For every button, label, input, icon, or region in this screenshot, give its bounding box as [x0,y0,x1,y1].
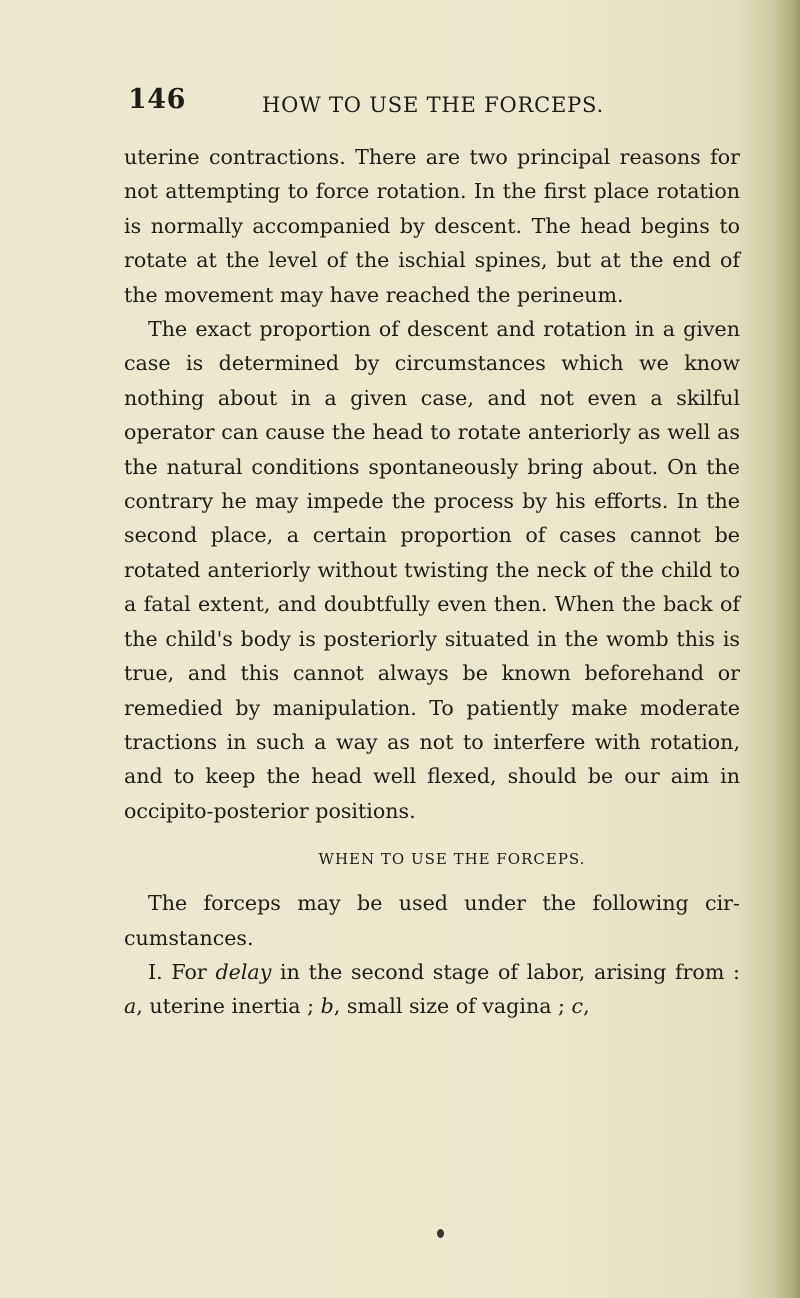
item-text-2: , uterine inertia ; [136,994,321,1019]
ink-spot [437,1229,444,1238]
item-letter-b: b [320,994,334,1019]
page-number: 146 [128,84,186,115]
page-edge-shadow [774,0,800,1298]
item-text-1: in the second stage of labor, arising from : [271,959,740,984]
list-item-1 [124,955,740,1024]
item-letter-c: c [571,994,584,1019]
paragraph-2: The exact proportion of descent and rotation in a given case is determined by circumstances which we know nothing about in a given case, and not even a skilful operator can cause the head to rotate anteriorly as well as the natural conditions spontaneously bring about. On the contrary he may impede the process by his efforts. In the second place, a certain proportion of cases cannot be rotated anteriorly without twisting the neck of the child to a fatal extent, and doubtfully even then. When the back of the child's body is posteriorly situated in the womb this is true, and this cannot always be known beforehand or remedied by manipulation. To patiently make moderate tractions in such a way as not to interfere with rotation, and to keep the head well flexed, should be our aim in occipito-posterior positions. [124,317,740,823]
item-text-3: , small size of vagina ; [333,994,572,1019]
running-title: HOW TO USE THE FORCEPS. [262,93,604,117]
paragraph-1: uterine contractions. There are two principal reasons for not attempting to force rotation. In the first place rotation is normally accompanied by descent. The head begins to rotate at the level of the ischial spines, but at the end of the movement may have reached the perineum. [124,145,740,307]
section-heading: WHEN TO USE THE FORCEPS. [318,850,586,869]
item-emphasis: delay [215,959,272,984]
item-letter-a: a [124,994,137,1019]
body-text [124,140,740,1024]
item-text-4: , [583,994,590,1019]
item-numeral: I. For [148,959,216,984]
section-intro: The forceps may be used under the following circumstances. [124,891,740,950]
